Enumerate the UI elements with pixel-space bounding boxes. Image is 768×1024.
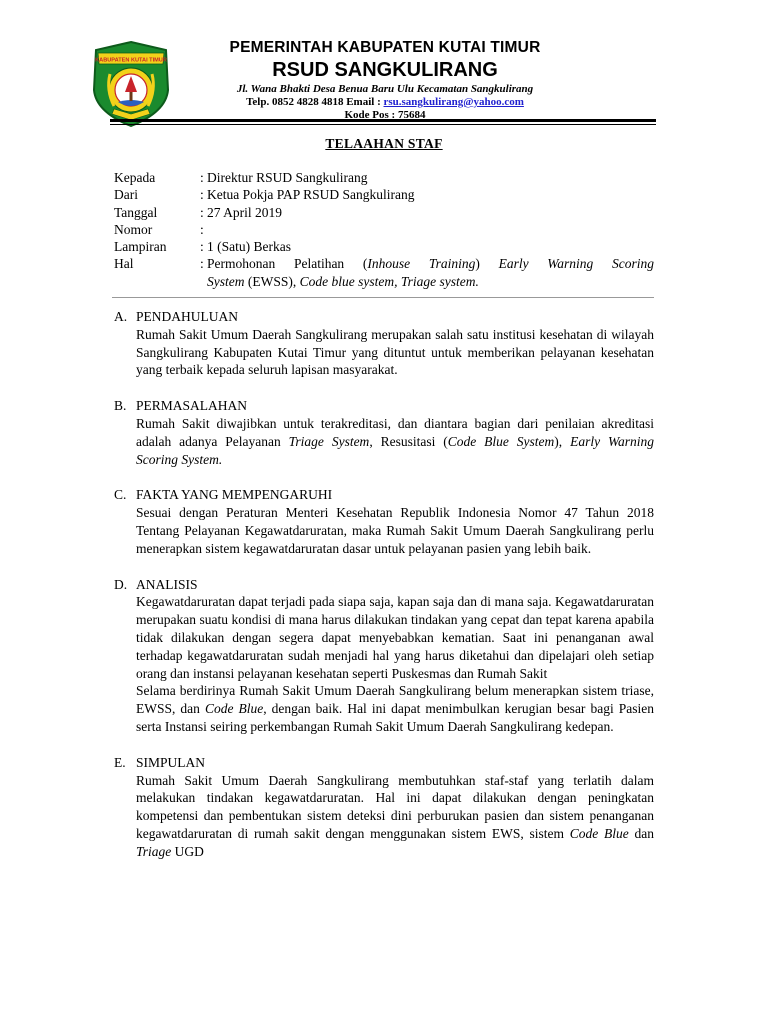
section-text [114, 772, 654, 861]
paragraph [136, 415, 654, 468]
colon: : [200, 204, 204, 220]
memo-row-kepada [114, 169, 654, 186]
hal-text: ) [475, 256, 499, 272]
document-body [114, 308, 654, 879]
document-title: TELAAHAN STAF [325, 136, 443, 151]
dari-value: Ketua Pokja PAP RSUD Sangkulirang [207, 187, 415, 203]
text-run: ), [554, 433, 571, 449]
text-run: Selama berdirinya Rumah Sakit Umum Daerah Sangkulirang belum menerapkan sistem triase, EWSS, dan [136, 683, 654, 717]
italic-run: Early Warning Scoring System. [136, 433, 654, 467]
paragraph: Rumah Sakit Umum Daerah Sangkulirang merupakan salah satu institusi kesehatan di wilayah Sangkulirang Kabupaten Kutai Timur yang dituntut untuk memberikan pelayanan kesehatan yang terbaik kepada seluruh lapisan masyarakat. [136, 326, 654, 378]
memo-row-dari [114, 186, 654, 203]
hal-line-2 [207, 273, 654, 290]
italic-run: Triage System [288, 433, 370, 449]
italic-run: Triage [136, 843, 172, 859]
section-heading [114, 397, 654, 415]
contact-line [178, 96, 592, 109]
section-text [114, 415, 654, 468]
section-heading [114, 486, 654, 504]
hal-line-1 [207, 255, 654, 272]
lampiran-value: 1 (Satu) Berkas [207, 239, 291, 255]
section-text [114, 593, 654, 735]
text-run: , Resusitasi ( [369, 433, 448, 449]
section-title: PERMASALAHAN [136, 398, 248, 414]
paragraph [136, 772, 654, 861]
kepada-label: Kepada [114, 170, 156, 185]
section-text [114, 504, 654, 557]
text-run: UGD [171, 843, 204, 859]
phone-text: Telp. 0852 4828 4818 Email : [246, 96, 381, 108]
hal-italic: Inhouse Training [367, 256, 476, 272]
hal-label: Hal [114, 256, 134, 272]
hal-italic: System [207, 273, 245, 289]
letterhead [178, 38, 592, 122]
colon: : [200, 187, 204, 203]
nomor-value [207, 221, 654, 238]
text-run: dan [628, 825, 654, 841]
section-title: SIMPULAN [136, 754, 206, 770]
section-permasalahan [114, 397, 654, 468]
colon: : [200, 221, 204, 237]
text-run: , dengan baik. Hal ini dapat menimbulkan kerugian besar bagi Pasien serta Instansi seiring perkembangan Rumah Sakit Umum Daerah Sangkulirang kedepan. [136, 701, 654, 734]
tanggal-value: 27 April 2019 [207, 204, 283, 220]
paragraph [136, 682, 654, 735]
italic-run: Code Blue [569, 825, 629, 841]
section-heading [114, 576, 654, 594]
kepada-value: Direktur RSUD Sangkulirang [207, 170, 368, 185]
kutai-timur-emblem [88, 40, 174, 128]
letterhead-divider-thick [110, 119, 656, 122]
hospital-name: RSUD SANGKULIRANG [272, 59, 498, 81]
tanggal-label: Tanggal [114, 204, 158, 220]
paragraph: Sesuai dengan Peraturan Menteri Kesehatan Republik Indonesia Nomor 47 Tahun 2018 Tentang Pelayanan Kegawatdaruratan, maka Rumah Sakit Umum Daerah Sangkulirang perlu menerapkan sistem kegawatdaruratan dasar untuk pelayanan pasien yang lebih baik. [136, 505, 654, 556]
colon: : [200, 256, 204, 272]
text-run: Rumah Sakit Umum Daerah Sangkulirang membutuhkan staf-staf yang terlatih dalam melakukan tindakan kegawatdaruratan. Hal ini dapat dilakukan dengan peningkatan kompetensi dan pembentukan sistem deteksi dini perburukan pasien dan sistem penanganan kegawatdaruratan di rumah sakit dengan menggunakan sistem EWS, sistem [136, 772, 654, 841]
postal-code: Kode Pos : 75684 [344, 109, 426, 121]
header-separator [112, 297, 654, 298]
colon: : [200, 239, 204, 255]
emblem-banner-text: KABUPATEN KUTAI TIMUR [95, 57, 167, 64]
paragraph: Kegawatdaruratan dapat terjadi pada siapa saja, kapan saja dan di mana saja. Kegawatdaruratan merupakan suatu kondisi di mana harus dilakukan tindakan yang cepat dan tepat karena apabila tidak dilakukan dengan segera dapat menyebabkan kematian. Saat ini penanganan awal terhadap kegawatdaruratan sudah menjadi hal yang harus diketahui dan dipelajari oleh setiap orang dan instansi pelayanan kesehatan seperti Puskesmas dan Rumah Sakit [136, 594, 654, 681]
section-letter: C. [114, 487, 127, 503]
memo-header [114, 169, 654, 290]
memo-row-lampiran [114, 238, 654, 255]
dari-label: Dari [114, 187, 138, 203]
letterhead-divider-thin [110, 124, 656, 125]
lampiran-label: Lampiran [114, 239, 167, 255]
hal-text: (EWSS), [244, 273, 300, 289]
hal-text: Permohonan Pelatihan ( [207, 256, 368, 272]
section-text [114, 326, 654, 379]
email-link[interactable]: rsu.sangkulirang@yahoo.com [383, 96, 524, 108]
section-letter: D. [114, 576, 128, 592]
section-heading [114, 754, 654, 772]
hospital-address: Jl. Wana Bhakti Desa Benua Baru Ulu Kecamatan Sangkulirang [236, 83, 534, 95]
section-simpulan [114, 754, 654, 861]
government-name: PEMERINTAH KABUPATEN KUTAI TIMUR [229, 39, 541, 56]
memo-row-tanggal [114, 204, 654, 221]
section-letter: E. [114, 754, 126, 770]
section-title: PENDAHULUAN [136, 309, 238, 324]
section-title: FAKTA YANG MEMPENGARUHI [136, 487, 333, 503]
section-letter: B. [114, 398, 127, 414]
hal-italic: Early Warning Scoring [498, 256, 654, 272]
section-pendahuluan [114, 308, 654, 379]
italic-run: Code Blue System [447, 433, 555, 449]
section-heading [114, 308, 654, 326]
section-fakta [114, 486, 654, 557]
section-analisis [114, 576, 654, 736]
colon: : [200, 170, 204, 185]
italic-run: Code Blue [204, 701, 264, 717]
section-letter: A. [114, 309, 128, 324]
section-title: ANALISIS [136, 576, 198, 592]
memo-row-hal [114, 255, 654, 290]
memo-row-nomor [114, 221, 654, 238]
hal-italic: Code blue system, Triage system. [299, 273, 479, 289]
nomor-label: Nomor [114, 221, 153, 237]
hal-value [207, 255, 654, 290]
text-run: Rumah Sakit diwajibkan untuk terakreditasi, dan diantara bagian dari penilaian akreditasi adalah adanya Pelayanan [136, 415, 654, 449]
